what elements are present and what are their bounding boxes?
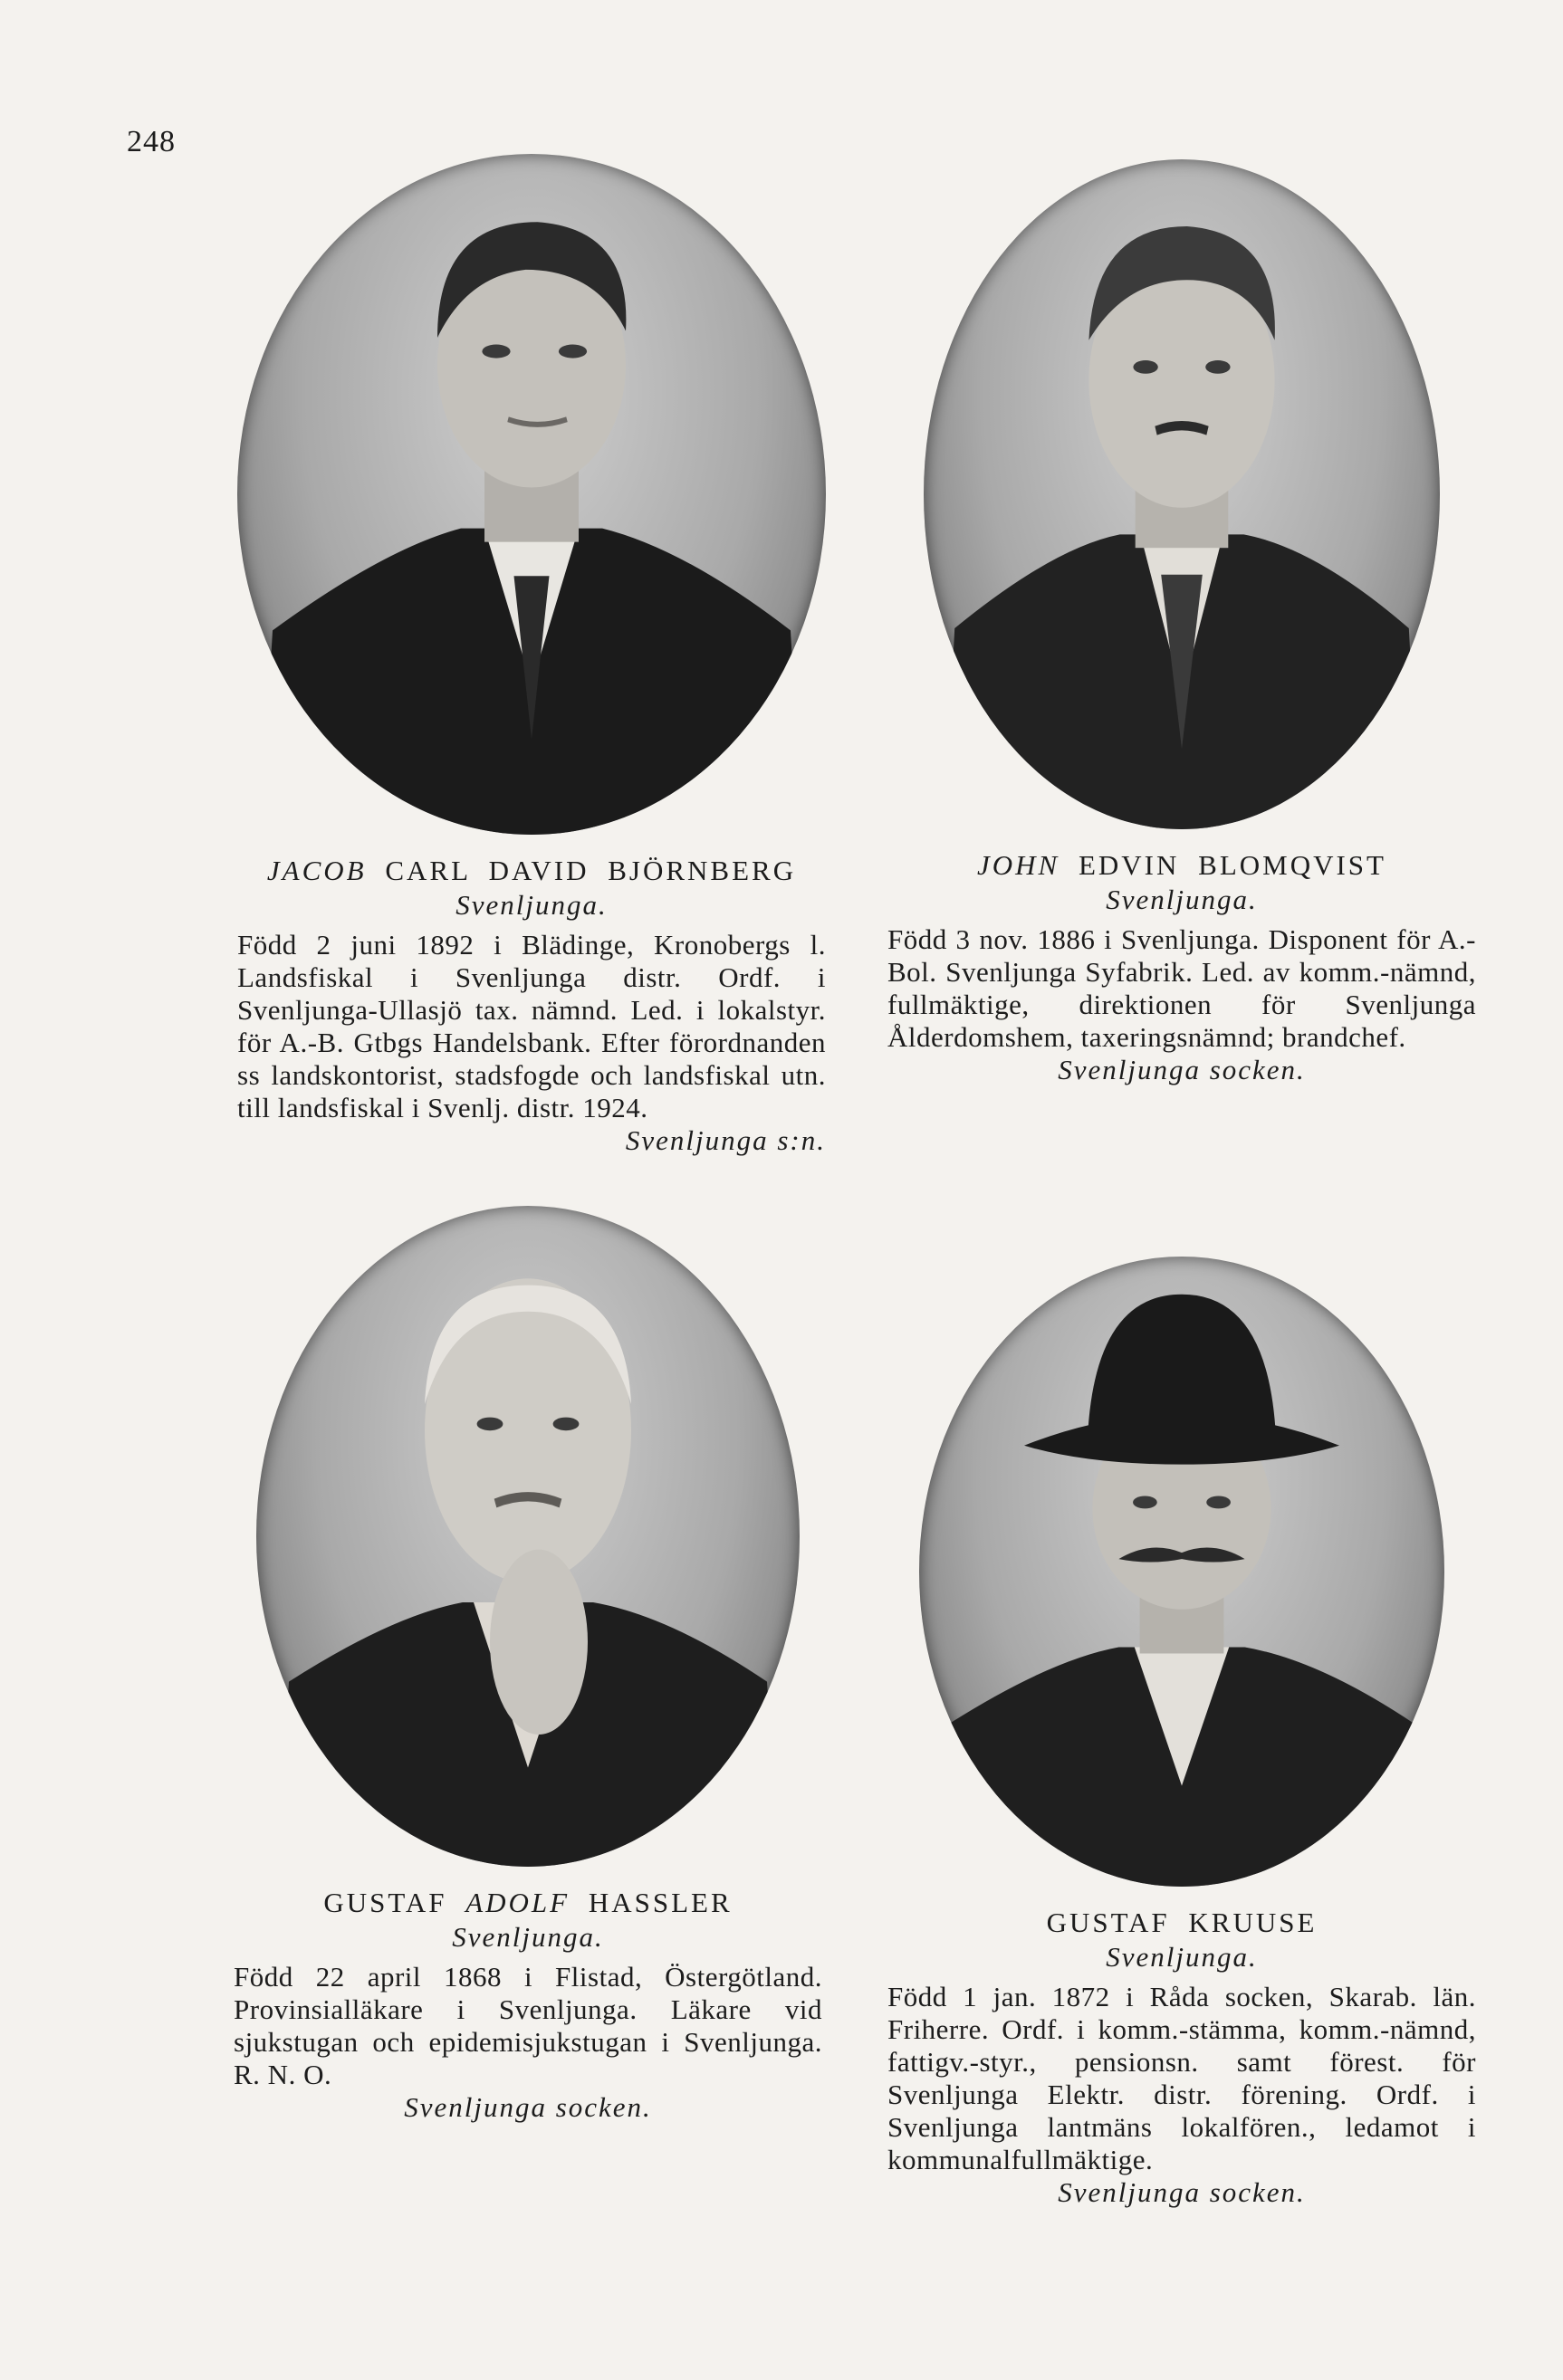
portrait-kruuse [919,1257,1444,1887]
place-blomqvist: Svenljunga. [1106,883,1258,915]
caption-bjornberg [237,855,826,1157]
signoff-kruuse: Svenljunga socken. [1058,2175,1306,2208]
signoff-bjornberg: Svenljunga s:n. [625,1123,826,1156]
portrait-figure [237,154,826,835]
portrait-blomqvist [924,159,1440,829]
portrait-figure [256,1206,800,1867]
name-hassler [234,1887,822,1919]
caption-blomqvist [887,849,1476,1086]
name-kruuse: GUSTAF KRUUSE [1046,1907,1318,1938]
place-kruuse: Svenljunga. [1106,1940,1258,1973]
caption-hassler [234,1887,822,2124]
portrait-hassler [256,1206,800,1867]
name-last: HASSLER [588,1887,733,1918]
signoff-blomqvist: Svenljunga socken. [1058,1053,1306,1085]
name-first: JOHN [977,849,1060,881]
bio-hassler: Född 22 april 1868 i Flistad, Östergötland. Provinsialläkare i Svenljunga. Läkare vid sjukstugan och epidemisjukstugan i Svenljunga. R. N. O. [234,1960,822,2090]
name-first: GUSTAF [323,1887,447,1918]
bio-blomqvist: Född 3 nov. 1886 i Svenljunga. Disponent för A.-Bol. Svenljunga Syfabrik. Led. av komm.-nämnd, fullmäktige, direktionen för Svenljunga Ålderdomshem, taxeringsnämnd; brandchef. [887,922,1476,1053]
name-rest: EDVIN BLOMQVIST [1078,849,1386,881]
bio-kruuse: Född 1 jan. 1872 i Råda socken, Skarab. län. Friherre. Ordf. i komm.-stämma, komm.-nämnd, fattigv.-styr., pensionsn. samt förest. för Svenljunga Elektr. distr. förening. Ordf. i Svenljunga lantmäns lokalfören., ledamot i kommunalfullmäktige. [887,1980,1476,2175]
signoff-hassler: Svenljunga socken. [404,2090,652,2123]
page-number: 248 [127,125,176,158]
entry-hassler [234,1206,822,2124]
entry-bjornberg [237,154,826,1157]
name-italic: ADOLF [465,1887,571,1918]
bio-bjornberg: Född 2 juni 1892 i Blädinge, Kronobergs l. Landsfiskal i Svenljunga distr. Ordf. i Svenljunga-Ullasjö tax. nämnd. Led. i lokalstyr. för A.-B. Gtbgs Handelsbank. Efter förordnanden ss landskontorist, stadsfogde och landsfiskal utn. till landsfiskal i Svenlj. distr. 1924. [237,928,826,1123]
entry-blomqvist [887,159,1476,1086]
place-hassler: Svenljunga. [452,1920,604,1953]
name-blomqvist [887,849,1476,882]
portrait-bjornberg [237,154,826,835]
place-bjornberg: Svenljunga. [455,888,608,921]
portrait-figure [924,159,1440,829]
caption-kruuse [887,1907,1476,2209]
name-rest: CARL DAVID BJÖRNBERG [385,855,797,886]
name-bjornberg [237,855,826,887]
portrait-figure [919,1257,1444,1887]
name-first: JACOB [266,855,367,886]
entry-kruuse [887,1257,1476,2209]
